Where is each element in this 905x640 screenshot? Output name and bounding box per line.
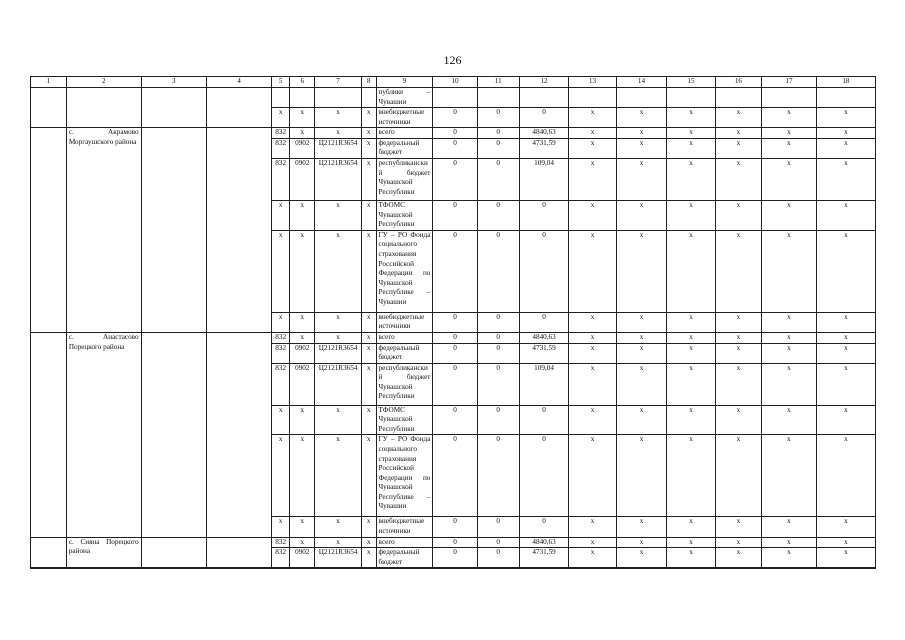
funding-source: всего [376, 537, 433, 548]
value-col15: х [667, 537, 715, 548]
col3-cell [141, 88, 206, 128]
table-row [31, 128, 876, 139]
admin-code [272, 88, 290, 108]
admin-code: 832 [272, 363, 290, 405]
value-col13: х [569, 138, 616, 158]
admin-code: х [272, 230, 290, 312]
value-col11: 0 [477, 517, 519, 537]
value-col13: х [569, 405, 616, 435]
value-col16: х [715, 108, 761, 128]
value-col11: 0 [477, 230, 519, 312]
value-col14: х [616, 201, 667, 231]
value-col15: х [667, 159, 715, 201]
col4-cell [206, 537, 271, 568]
table-row [31, 537, 876, 548]
target-article-code: х [315, 230, 361, 312]
value-col18: х [816, 332, 875, 343]
value-col12: 0 [519, 108, 569, 128]
expense-type-code: х [361, 108, 376, 128]
value-col18: х [816, 108, 875, 128]
column-header-11: 11 [477, 77, 519, 88]
funding-source: всего [376, 332, 433, 343]
section-code: х [290, 128, 315, 139]
funding-source: ГУ – РО Фонда социального страхования Российской Федерации по Чувашской Республике – Чувашии [376, 230, 433, 312]
value-col14: х [616, 405, 667, 435]
location-name: с. Акрамово Моргаушского района [66, 128, 141, 333]
target-article-code: х [315, 201, 361, 231]
value-col16: х [715, 332, 761, 343]
value-col10: 0 [433, 537, 477, 548]
value-col17: х [762, 159, 817, 201]
column-header-2: 2 [66, 77, 141, 88]
value-col15: х [667, 332, 715, 343]
value-col14: х [616, 138, 667, 158]
value-col12: 4731,59 [519, 548, 569, 568]
column-header-4: 4 [206, 77, 271, 88]
column-header-6: 6 [290, 77, 315, 88]
value-col13: х [569, 517, 616, 537]
value-col18: х [816, 405, 875, 435]
value-col11: 0 [477, 159, 519, 201]
value-col16: х [715, 138, 761, 158]
value-col14: х [616, 230, 667, 312]
admin-code: 832 [272, 128, 290, 139]
value-col10: 0 [433, 312, 477, 332]
value-col10: 0 [433, 405, 477, 435]
target-article-code: Ц2121R3654 [315, 363, 361, 405]
section-code: 0902 [290, 138, 315, 158]
col4-cell [206, 88, 271, 128]
column-header-5: 5 [272, 77, 290, 88]
location-name [66, 88, 141, 128]
value-col18 [816, 88, 875, 108]
value-col16: х [715, 435, 761, 517]
section-code: х [290, 517, 315, 537]
value-col10: 0 [433, 343, 477, 363]
column-header-10: 10 [433, 77, 477, 88]
value-col18: х [816, 537, 875, 548]
value-col15: х [667, 363, 715, 405]
funding-source: республиканский бюджет Чувашской Республики [376, 159, 433, 201]
value-col11: 0 [477, 537, 519, 548]
target-article-code: х [315, 537, 361, 548]
value-col17: х [762, 108, 817, 128]
admin-code: х [272, 405, 290, 435]
value-col15: х [667, 517, 715, 537]
col1-cell [31, 332, 67, 537]
section-code: х [290, 332, 315, 343]
col4-cell [206, 128, 271, 333]
value-col13: х [569, 548, 616, 568]
value-col18: х [816, 435, 875, 517]
value-col15: х [667, 128, 715, 139]
value-col17: х [762, 332, 817, 343]
value-col17: х [762, 138, 817, 158]
value-col12: 4840,63 [519, 128, 569, 139]
col3-cell [141, 332, 206, 537]
value-col12 [519, 88, 569, 108]
value-col14: х [616, 548, 667, 568]
value-col14: х [616, 332, 667, 343]
value-col15: х [667, 138, 715, 158]
value-col12: 4731,59 [519, 343, 569, 363]
value-col11: 0 [477, 548, 519, 568]
value-col13: х [569, 343, 616, 363]
value-col12: 0 [519, 201, 569, 231]
section-code: 0902 [290, 343, 315, 363]
value-col15 [667, 88, 715, 108]
expense-type-code: х [361, 201, 376, 231]
expense-type-code: х [361, 159, 376, 201]
value-col13: х [569, 128, 616, 139]
value-col10: 0 [433, 138, 477, 158]
value-col12: 0 [519, 405, 569, 435]
value-col13: х [569, 230, 616, 312]
expense-type-code: х [361, 517, 376, 537]
funding-source: ТФОМС Чувашской Республики [376, 405, 433, 435]
target-article-code: Ц2121R3654 [315, 138, 361, 158]
column-header-15: 15 [667, 77, 715, 88]
value-col15: х [667, 230, 715, 312]
value-col14 [616, 88, 667, 108]
column-header-14: 14 [616, 77, 667, 88]
value-col15: х [667, 405, 715, 435]
value-col10: 0 [433, 159, 477, 201]
section-code: х [290, 108, 315, 128]
expense-type-code: х [361, 548, 376, 568]
admin-code: 832 [272, 548, 290, 568]
admin-code: 832 [272, 343, 290, 363]
value-col14: х [616, 312, 667, 332]
target-article-code: х [315, 517, 361, 537]
value-col14: х [616, 363, 667, 405]
value-col11: 0 [477, 201, 519, 231]
admin-code: х [272, 201, 290, 231]
value-col14: х [616, 108, 667, 128]
value-col17: х [762, 230, 817, 312]
value-col12: 109,04 [519, 363, 569, 405]
target-article-code: х [315, 405, 361, 435]
column-header-8: 8 [361, 77, 376, 88]
value-col18: х [816, 159, 875, 201]
target-article-code [315, 88, 361, 108]
value-col18: х [816, 128, 875, 139]
target-article-code: х [315, 312, 361, 332]
value-col13: х [569, 159, 616, 201]
expense-type-code: х [361, 363, 376, 405]
funding-source: внебюджетные источники [376, 312, 433, 332]
expense-type-code: х [361, 405, 376, 435]
admin-code: х [272, 312, 290, 332]
target-article-code: х [315, 435, 361, 517]
value-col18: х [816, 230, 875, 312]
admin-code: 832 [272, 537, 290, 548]
admin-code: х [272, 108, 290, 128]
column-number-row [31, 77, 876, 88]
value-col16: х [715, 201, 761, 231]
value-col12: 109,04 [519, 159, 569, 201]
funding-source: ГУ – РО Фонда социального страхования Российской Федерации по Чувашской Республике – Чувашии [376, 435, 433, 517]
value-col17: х [762, 201, 817, 231]
value-col11: 0 [477, 405, 519, 435]
section-code: х [290, 435, 315, 517]
column-header-18: 18 [816, 77, 875, 88]
section-code: 0902 [290, 548, 315, 568]
expense-type-code [361, 88, 376, 108]
value-col15: х [667, 108, 715, 128]
target-article-code: х [315, 332, 361, 343]
value-col14: х [616, 517, 667, 537]
value-col16: х [715, 312, 761, 332]
value-col10: 0 [433, 332, 477, 343]
value-col17: х [762, 405, 817, 435]
value-col11: 0 [477, 363, 519, 405]
value-col16: х [715, 343, 761, 363]
section-code: х [290, 405, 315, 435]
value-col16: х [715, 159, 761, 201]
value-col17: х [762, 312, 817, 332]
col1-cell [31, 537, 67, 568]
value-col15: х [667, 201, 715, 231]
table-row [31, 332, 876, 343]
col1-cell [31, 128, 67, 333]
value-col10: 0 [433, 230, 477, 312]
value-col15: х [667, 548, 715, 568]
value-col17: х [762, 435, 817, 517]
funding-source: федеральный бюджет [376, 138, 433, 158]
bottom-rule [30, 568, 876, 569]
value-col16 [715, 88, 761, 108]
expense-type-code: х [361, 128, 376, 139]
funding-source: республиканский бюджет Чувашской Республики [376, 363, 433, 405]
page-number: 126 [443, 53, 462, 67]
target-article-code: Ц2121R3654 [315, 343, 361, 363]
value-col18: х [816, 517, 875, 537]
value-col16: х [715, 517, 761, 537]
col3-cell [141, 128, 206, 333]
expense-type-code: х [361, 343, 376, 363]
value-col11: 0 [477, 312, 519, 332]
value-col10 [433, 88, 477, 108]
value-col10: 0 [433, 517, 477, 537]
value-col12: 0 [519, 230, 569, 312]
funding-source: федеральный бюджет [376, 343, 433, 363]
value-col12: 4731,59 [519, 138, 569, 158]
value-col11: 0 [477, 128, 519, 139]
value-col13: х [569, 332, 616, 343]
value-col10: 0 [433, 363, 477, 405]
target-article-code: Ц2121R3654 [315, 548, 361, 568]
value-col17 [762, 88, 817, 108]
location-name: с. Сияна Порецкого района [66, 537, 141, 568]
funding-source: публике – Чувашии [376, 88, 433, 108]
section-code: 0902 [290, 363, 315, 405]
value-col11: 0 [477, 435, 519, 517]
column-header-7: 7 [315, 77, 361, 88]
value-col14: х [616, 537, 667, 548]
value-col10: 0 [433, 435, 477, 517]
value-col14: х [616, 159, 667, 201]
col4-cell [206, 332, 271, 537]
value-col16: х [715, 405, 761, 435]
column-header-17: 17 [762, 77, 817, 88]
table-body [31, 88, 876, 568]
funding-source: всего [376, 128, 433, 139]
value-col11 [477, 88, 519, 108]
admin-code: х [272, 517, 290, 537]
location-name: с. Анастасово Порецкого района [66, 332, 141, 537]
value-col18: х [816, 363, 875, 405]
value-col13: х [569, 312, 616, 332]
expense-type-code: х [361, 332, 376, 343]
table-row [31, 88, 876, 108]
section-code: х [290, 201, 315, 231]
value-col12: 4840,63 [519, 332, 569, 343]
value-col12: 0 [519, 435, 569, 517]
value-col18: х [816, 312, 875, 332]
expense-type-code: х [361, 312, 376, 332]
section-code: 0902 [290, 159, 315, 201]
funding-source: ТФОМС Чувашской Республики [376, 201, 433, 231]
value-col13: х [569, 363, 616, 405]
value-col14: х [616, 435, 667, 517]
value-col10: 0 [433, 548, 477, 568]
value-col12: 0 [519, 312, 569, 332]
admin-code: х [272, 435, 290, 517]
funding-source: внебюджетные источники [376, 108, 433, 128]
value-col11: 0 [477, 332, 519, 343]
col1-cell [31, 88, 67, 128]
column-header-12: 12 [519, 77, 569, 88]
section-code: х [290, 537, 315, 548]
section-code [290, 88, 315, 108]
value-col14: х [616, 343, 667, 363]
value-col16: х [715, 230, 761, 312]
value-col18: х [816, 201, 875, 231]
column-header-1: 1 [31, 77, 67, 88]
value-col11: 0 [477, 108, 519, 128]
value-col17: х [762, 537, 817, 548]
value-col12: 0 [519, 517, 569, 537]
value-col16: х [715, 363, 761, 405]
funding-table [30, 76, 876, 568]
value-col18: х [816, 138, 875, 158]
value-col12: 4840,63 [519, 537, 569, 548]
admin-code: 832 [272, 138, 290, 158]
admin-code: 832 [272, 332, 290, 343]
expense-type-code: х [361, 138, 376, 158]
value-col17: х [762, 548, 817, 568]
value-col15: х [667, 435, 715, 517]
expense-type-code: х [361, 537, 376, 548]
value-col16: х [715, 537, 761, 548]
value-col17: х [762, 343, 817, 363]
col3-cell [141, 537, 206, 568]
funding-source: внебюджетные источники [376, 517, 433, 537]
value-col10: 0 [433, 108, 477, 128]
column-header-9: 9 [376, 77, 433, 88]
value-col14: х [616, 128, 667, 139]
value-col10: 0 [433, 128, 477, 139]
column-header-16: 16 [715, 77, 761, 88]
value-col18: х [816, 343, 875, 363]
funding-source: федеральный бюджет [376, 548, 433, 568]
column-header-13: 13 [569, 77, 616, 88]
column-header-3: 3 [141, 77, 206, 88]
target-article-code: Ц2121R3654 [315, 159, 361, 201]
expense-type-code: х [361, 230, 376, 312]
value-col15: х [667, 312, 715, 332]
section-code: х [290, 230, 315, 312]
value-col17: х [762, 517, 817, 537]
value-col13: х [569, 108, 616, 128]
expense-type-code: х [361, 435, 376, 517]
value-col17: х [762, 128, 817, 139]
value-col18: х [816, 548, 875, 568]
target-article-code: х [315, 108, 361, 128]
value-col17: х [762, 363, 817, 405]
value-col15: х [667, 343, 715, 363]
value-col16: х [715, 128, 761, 139]
value-col13: х [569, 435, 616, 517]
admin-code: 832 [272, 159, 290, 201]
value-col13: х [569, 537, 616, 548]
value-col16: х [715, 548, 761, 568]
value-col11: 0 [477, 343, 519, 363]
value-col10: 0 [433, 201, 477, 231]
section-code: х [290, 312, 315, 332]
value-col13: х [569, 201, 616, 231]
target-article-code: х [315, 128, 361, 139]
value-col11: 0 [477, 138, 519, 158]
value-col13 [569, 88, 616, 108]
